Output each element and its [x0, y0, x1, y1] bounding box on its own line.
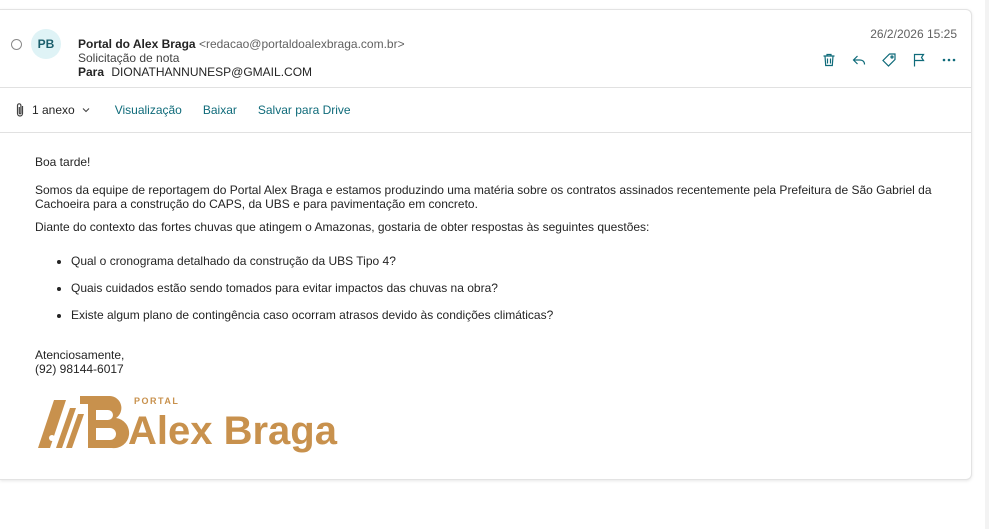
- scrollbar-track[interactable]: [985, 0, 989, 529]
- avatar: PB: [31, 29, 61, 59]
- tag-icon: [881, 52, 897, 68]
- reply-button[interactable]: [849, 50, 869, 70]
- delete-button[interactable]: [819, 50, 839, 70]
- questions-list: [35, 254, 935, 322]
- preview-link[interactable]: Visualização: [114, 103, 182, 117]
- list-item: • Quais cuidados estão sendo tomados para evitar impactos das chuvas na obra?: [71, 281, 935, 295]
- attachment-count: 1 anexo: [32, 103, 75, 117]
- phone-number: (92) 98144-6017: [35, 362, 124, 376]
- attachment-bar: [14, 88, 372, 132]
- message-actions: [819, 50, 959, 70]
- closing: Atenciosamente,: [35, 348, 125, 362]
- attachment-divider: [0, 132, 971, 133]
- sender-name[interactable]: Portal do Alex Braga: [78, 37, 196, 51]
- flag-icon: [911, 52, 927, 68]
- sender-line: [78, 37, 405, 51]
- subject: Solicitação de nota: [78, 51, 180, 65]
- to-label: Para: [78, 65, 105, 79]
- greeting: Boa tarde!: [35, 155, 91, 169]
- list-item: • Existe algum plano de contingência caso ocorram atrasos devido às condições climáticas?: [71, 308, 935, 322]
- intro-paragraph: Somos da equipe de reportagem do Portal Alex Braga e estamos produzindo uma matéria sobre os contratos assinados recentemente pela Prefeitura de São Gabriel da Cachoeira para a construção do CAPS, da UBS e para pavimentação em concreto.: [35, 183, 932, 211]
- tag-button[interactable]: [879, 50, 899, 70]
- logo-big-text: Alex Braga: [128, 409, 337, 453]
- context-paragraph: Diante do contexto das fortes chuvas que atingem o Amazonas, gostaria de obter respostas às seguintes questões:: [35, 220, 650, 234]
- portal-alex-braga-logo: [36, 394, 356, 454]
- attachment-count-toggle[interactable]: [14, 102, 91, 118]
- save-to-drive-link[interactable]: Salvar para Drive: [257, 103, 351, 117]
- logo-small-text: PORTAL: [134, 396, 180, 406]
- chevron-down-icon: [81, 105, 91, 115]
- to-value[interactable]: DIONATHANNUNESP@GMAIL.COM: [111, 65, 313, 79]
- select-radio[interactable]: [11, 39, 22, 50]
- trash-icon: [821, 52, 837, 68]
- download-link[interactable]: Baixar: [202, 103, 237, 117]
- message-date: 26/2/2026 15:25: [870, 27, 957, 41]
- paperclip-icon: [14, 102, 26, 118]
- list-item: • Qual o cronograma detalhado da construção da UBS Tipo 4?: [71, 254, 935, 268]
- more-icon: [941, 52, 957, 68]
- recipient-line: [78, 65, 312, 79]
- reply-icon: [851, 52, 867, 68]
- more-button[interactable]: [939, 50, 959, 70]
- message-body: [35, 155, 935, 376]
- flag-button[interactable]: [909, 50, 929, 70]
- sender-email[interactable]: <redacao@portaldoalexbraga.com.br>: [198, 37, 405, 51]
